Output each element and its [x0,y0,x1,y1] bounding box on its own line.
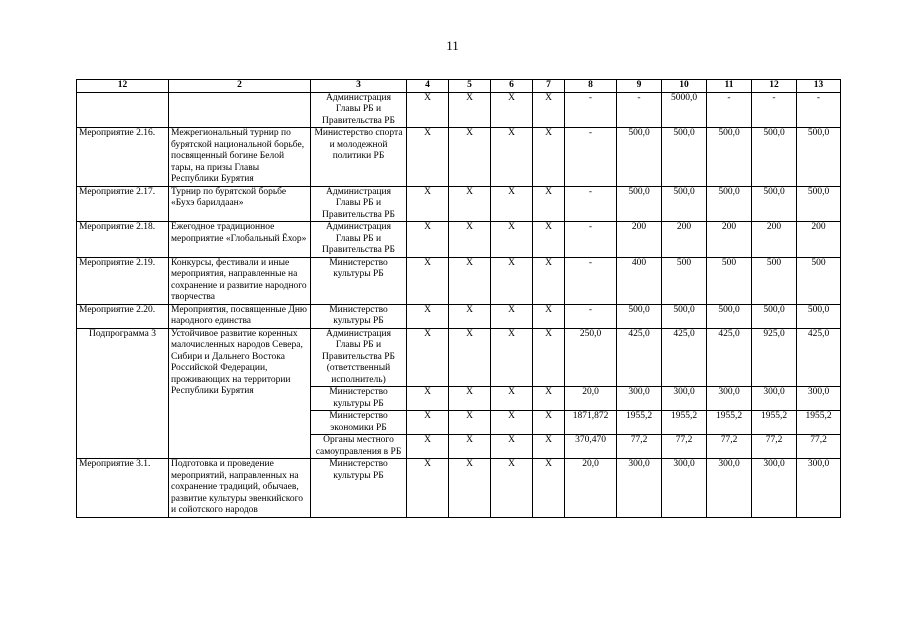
table-cell: - [565,186,617,222]
header-cell: 10 [662,80,707,93]
table-cell: X [449,459,491,518]
table-cell: 500 [662,257,707,304]
table-cell: X [407,387,449,411]
table-cell: X [407,435,449,459]
table-cell: X [491,222,533,258]
table-row [77,222,841,258]
table-cell: X [449,328,491,387]
table-cell: X [491,411,533,435]
table-cell: 425,0 [707,328,752,387]
table-cell: X [533,304,565,328]
table-cell: - [752,92,797,128]
table-cell: 77,2 [797,435,841,459]
table-cell: 425,0 [662,328,707,387]
table-cell: 1955,2 [617,411,662,435]
table-cell: Администрация Главы РБ и Правительства РБ [311,186,407,222]
table-cell: X [407,257,449,304]
table-cell: 1955,2 [752,411,797,435]
table-cell: - [565,257,617,304]
table-cell: Министерство спорта и молодежной политики РБ [311,128,407,187]
table-cell: Администрация Главы РБ и Правительства РБ [311,92,407,128]
table-cell: 1871,872 [565,411,617,435]
table-cell: X [449,435,491,459]
table-cell: 77,2 [707,435,752,459]
table-cell: 500,0 [752,128,797,187]
table-cell: 300,0 [752,387,797,411]
header-cell: 6 [491,80,533,93]
table-row [77,328,841,387]
table-cell: Подпрограмма 3 [77,328,169,459]
table-cell: 300,0 [662,459,707,518]
table-cell: X [449,186,491,222]
header-cell: 4 [407,80,449,93]
table-cell: 500,0 [617,128,662,187]
header-row [77,80,841,93]
table-cell: 200 [707,222,752,258]
table-cell: 500,0 [797,304,841,328]
table-cell: X [491,92,533,128]
table-row [77,186,841,222]
table-cell: - [565,92,617,128]
table-cell: 500,0 [662,186,707,222]
table-cell: X [533,459,565,518]
table-cell: 1955,2 [707,411,752,435]
table-cell: X [491,304,533,328]
table-cell: X [407,328,449,387]
table-cell: X [491,128,533,187]
header-cell: 9 [617,80,662,93]
table-cell: X [449,92,491,128]
table-cell: X [491,459,533,518]
table-cell: Министерство культуры РБ [311,304,407,328]
table-cell: 250,0 [565,328,617,387]
table-cell: 20,0 [565,459,617,518]
table-cell: 500,0 [797,128,841,187]
table-row [77,304,841,328]
table-cell: X [491,257,533,304]
table-cell: 925,0 [752,328,797,387]
header-cell: 5 [449,80,491,93]
table-cell: 500,0 [752,304,797,328]
table-cell: X [407,92,449,128]
table-row [77,92,841,128]
table-cell: Устойчивое развитие коренных малочисленных народов Севера, Сибири и Дальнего Востока Российской Федерации, проживающих на территории Республики Бурятия [169,328,311,459]
table-cell: X [407,459,449,518]
program-table [76,79,841,518]
table-cell: Мероприятие 2.19. [77,257,169,304]
table-cell: X [407,186,449,222]
table-cell: Подготовка и проведение мероприятий, направленных на сохранение традиций, обычаев, развитие культуры эвенкийского и сойотского народов [169,459,311,518]
table-cell: 500 [797,257,841,304]
table-cell: Мероприятия, посвященные Дню народного единства [169,304,311,328]
table-cell: Органы местного самоуправления в РБ [311,435,407,459]
header-cell: 13 [797,80,841,93]
table-cell: 425,0 [797,328,841,387]
table-cell: 77,2 [662,435,707,459]
table-cell [77,92,169,128]
table-row [77,257,841,304]
table-cell: X [491,387,533,411]
table-cell: Ежегодное традиционное мероприятие «Глобальный Ёхор» [169,222,311,258]
table-cell: X [449,128,491,187]
table-cell: 300,0 [662,387,707,411]
header-cell: 3 [311,80,407,93]
table-cell: 300,0 [797,459,841,518]
table-cell: 77,2 [617,435,662,459]
table-cell: X [449,411,491,435]
table-cell: X [449,257,491,304]
table-body [77,92,841,517]
table-cell: X [491,186,533,222]
table-cell: X [533,328,565,387]
header-cell: 8 [565,80,617,93]
table-cell: Межрегиональный турнир по бурятской национальной борьбе, посвященный богине Белой тары, на призы Главы Республики Бурятия [169,128,311,187]
table-cell: Администрация Главы РБ и Правительства РБ (ответственный исполнитель) [311,328,407,387]
table-cell: X [491,328,533,387]
table-cell: Мероприятие 2.20. [77,304,169,328]
table-cell: 20,0 [565,387,617,411]
table-row [77,459,841,518]
table-cell: X [533,387,565,411]
table-cell: X [407,304,449,328]
table-cell: 5000,0 [662,92,707,128]
table-cell: X [491,435,533,459]
table-cell: 400 [617,257,662,304]
table-cell: Администрация Главы РБ и Правительства РБ [311,222,407,258]
header-cell: 12 [752,80,797,93]
table-cell: 200 [797,222,841,258]
table-cell: 200 [662,222,707,258]
table-cell: 500,0 [797,186,841,222]
table-cell: 370,470 [565,435,617,459]
table-cell: - [707,92,752,128]
table-cell: X [533,257,565,304]
table-cell: 500,0 [707,186,752,222]
table-cell: X [533,222,565,258]
table-cell: 300,0 [752,459,797,518]
table-cell: 500,0 [707,128,752,187]
table-cell: X [533,128,565,187]
table-cell: 200 [752,222,797,258]
table-cell: Мероприятие 3.1. [77,459,169,518]
table-cell: X [533,186,565,222]
table-cell: 500,0 [707,304,752,328]
table-cell: X [449,387,491,411]
table-cell: 300,0 [617,459,662,518]
table-cell: 1955,2 [662,411,707,435]
table-cell: 300,0 [707,459,752,518]
table-cell [169,92,311,128]
table-cell: Министерство культуры РБ [311,387,407,411]
header-cell: 2 [169,80,311,93]
table-cell: X [533,411,565,435]
table-cell: 300,0 [617,387,662,411]
table-cell: 300,0 [797,387,841,411]
table-cell: 200 [617,222,662,258]
table-cell: X [407,222,449,258]
table-cell: 77,2 [752,435,797,459]
table-cell: Конкурсы, фестивали и иные мероприятия, направленные на сохранение и развитие народного творчества [169,257,311,304]
table-cell: X [533,435,565,459]
table-cell: 500,0 [752,186,797,222]
header-cell: 12 [77,80,169,93]
table-cell: Министерство культуры РБ [311,257,407,304]
table-cell: 500 [707,257,752,304]
table-row [77,128,841,187]
table-cell: - [617,92,662,128]
header-cell: 11 [707,80,752,93]
table-cell: 500,0 [662,304,707,328]
table-cell: - [797,92,841,128]
header-cell: 7 [533,80,565,93]
table-cell: X [533,92,565,128]
table-cell: - [565,222,617,258]
table-cell: 500,0 [662,128,707,187]
table-cell: X [449,304,491,328]
table-cell: 425,0 [617,328,662,387]
table-cell: X [407,128,449,187]
table-cell: 500,0 [617,304,662,328]
table-cell: X [449,222,491,258]
table-cell: 300,0 [707,387,752,411]
table-cell: Министерство экономики РБ [311,411,407,435]
table-cell: Мероприятие 2.18. [77,222,169,258]
table-cell: - [565,304,617,328]
table-cell: 500 [752,257,797,304]
table-cell: Турнир по бурятской борьбе «Бухэ барилдаан» [169,186,311,222]
table-cell: X [407,411,449,435]
table-cell: Министерство культуры РБ [311,459,407,518]
table-cell: - [565,128,617,187]
table-cell: 500,0 [617,186,662,222]
table-cell: Мероприятие 2.16. [77,128,169,187]
table-cell: 1955,2 [797,411,841,435]
table-cell: Мероприятие 2.17. [77,186,169,222]
page-number: 11 [446,38,459,53]
